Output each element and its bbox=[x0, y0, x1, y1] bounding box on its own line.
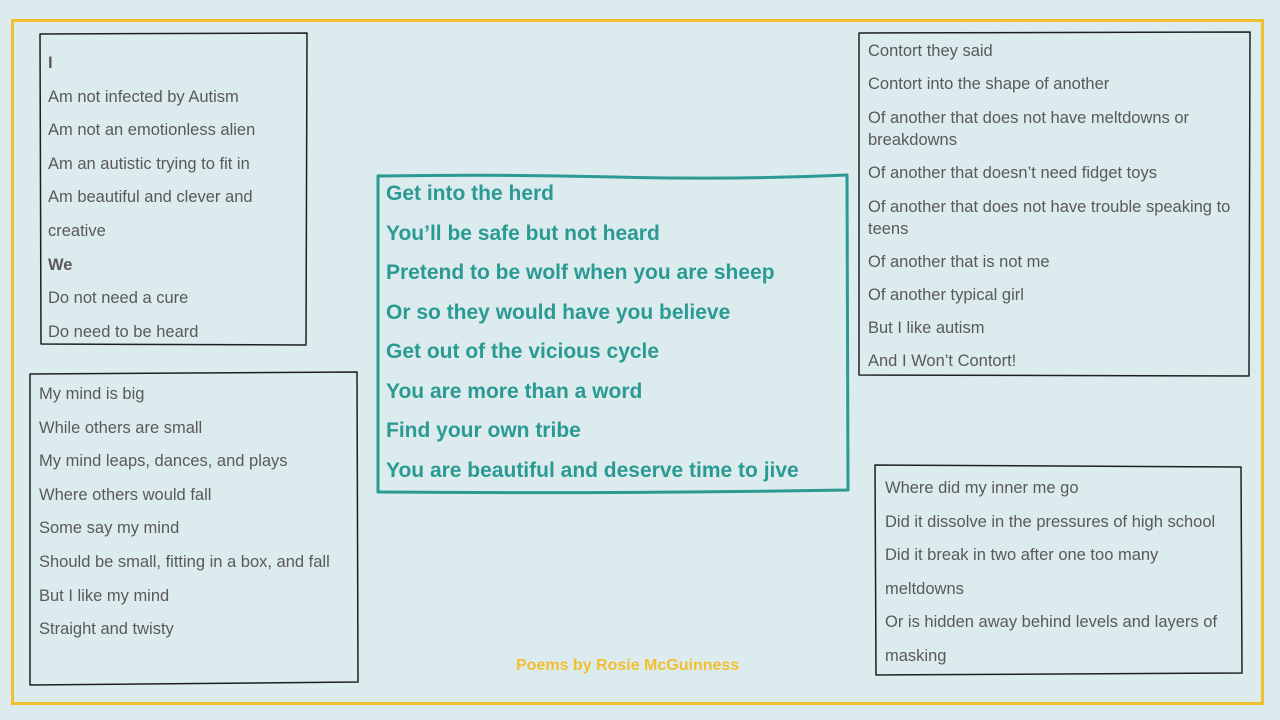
poem-line: Or so they would have you believe bbox=[386, 300, 731, 324]
poem-line: Pretend to be wolf when you are sheep bbox=[386, 261, 775, 284]
poem-line: Or is hidden away behind levels and layers of bbox=[885, 613, 1218, 632]
poem-line: Get into the herd bbox=[386, 182, 554, 205]
poem-line: You are beautiful and deserve time to jive bbox=[386, 458, 799, 482]
poem-line: Of another that does not have trouble speaking to teens bbox=[868, 198, 1231, 238]
poem-line: You’ll be safe but not heard bbox=[386, 221, 660, 245]
poem-line: Did it dissolve in the pressures of high school bbox=[885, 512, 1216, 531]
poem-line: Am not infected by Autism bbox=[48, 87, 239, 106]
poem-line: Contort into the shape of another bbox=[868, 75, 1110, 93]
poem-line: Contort they said bbox=[868, 42, 993, 60]
poem-line: Some say my mind bbox=[39, 519, 180, 538]
poem-line: My mind is big bbox=[39, 385, 145, 403]
poem-line: And I Won’t Contort! bbox=[868, 352, 1017, 370]
poem-box-top-right bbox=[857, 30, 1254, 379]
poem-top-right bbox=[868, 35, 1243, 378]
poem-line: My mind leaps, dances, and plays bbox=[39, 452, 288, 471]
poem-box-top-left bbox=[38, 31, 310, 348]
poem-line: Find your own tribe bbox=[386, 419, 581, 442]
poem-line: Did it break in two after one too many bbox=[885, 546, 1159, 565]
poem-top-left bbox=[48, 47, 255, 349]
poem-box-bottom-left bbox=[27, 370, 360, 688]
poem-line: Do not need a cure bbox=[48, 289, 189, 308]
poem-line: Of another that does not have meltdowns or breakdowns bbox=[868, 109, 1190, 149]
poem-center bbox=[386, 174, 799, 490]
poem-box-bottom-right bbox=[873, 463, 1245, 677]
poem-line: Of another that doesn’t need fidget toys bbox=[868, 164, 1157, 182]
poem-line: Where others would fall bbox=[39, 485, 212, 504]
poem-line: Of another that is not me bbox=[868, 253, 1050, 271]
poem-line: Do need to be heard bbox=[48, 322, 199, 341]
poem-line: Am an autistic trying to fit in bbox=[48, 154, 250, 173]
poem-line: You are more than a word bbox=[386, 379, 643, 403]
author-credit: Poems by Rosie McGuinness bbox=[516, 657, 740, 674]
poem-line: Am not an emotionless alien bbox=[48, 121, 256, 140]
poem-line: I bbox=[48, 54, 53, 72]
poem-line: We bbox=[48, 255, 73, 274]
poem-line: masking bbox=[885, 646, 947, 665]
poem-box-center bbox=[375, 172, 851, 496]
poem-line: creative bbox=[48, 221, 106, 240]
poem-line: Should be small, fitting in a box, and fall bbox=[39, 552, 330, 571]
poem-line: While others are small bbox=[39, 418, 203, 437]
poem-bottom-right bbox=[885, 472, 1217, 674]
poem-line: But I like my mind bbox=[39, 586, 170, 605]
poem-line: But I like autism bbox=[868, 319, 985, 337]
poem-bottom-left bbox=[39, 378, 330, 647]
poem-line: Of another typical girl bbox=[868, 286, 1024, 304]
poem-line: meltdowns bbox=[885, 579, 964, 598]
poem-line: Straight and twisty bbox=[39, 620, 174, 639]
poem-line: Get out of the vicious cycle bbox=[386, 340, 660, 363]
poem-line: Am beautiful and clever and bbox=[48, 188, 253, 207]
poem-line: Where did my inner me go bbox=[885, 479, 1079, 497]
